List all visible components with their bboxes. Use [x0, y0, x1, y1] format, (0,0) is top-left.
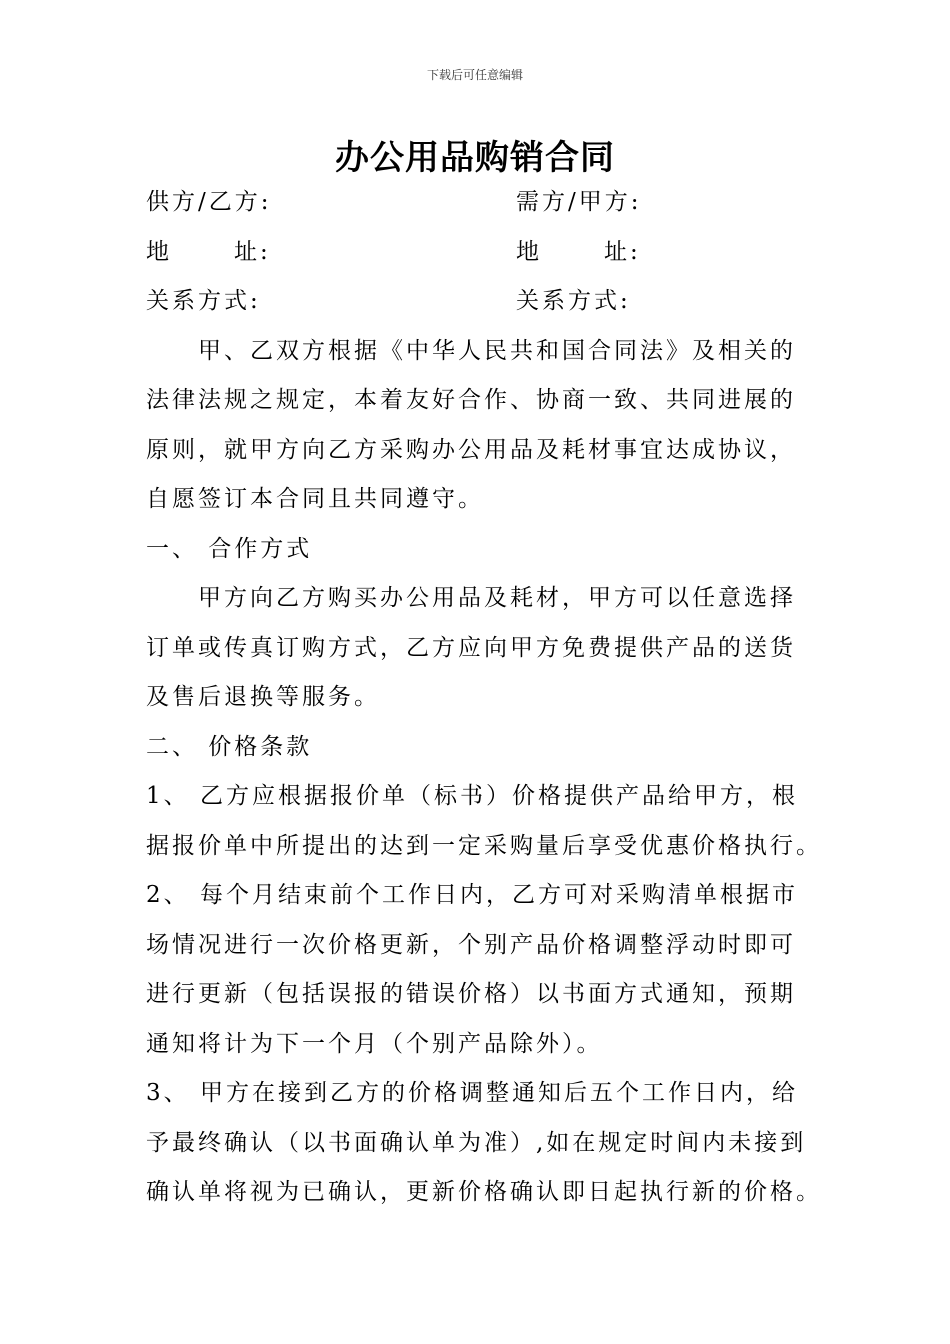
- address-char-2: 址:: [234, 238, 271, 265]
- preamble-line: 原则，就甲方向乙方采购办公用品及耗材事宜达成协议，: [146, 436, 796, 463]
- buyer-contact-label: 关系方式:: [516, 288, 631, 314]
- party-address-row: [146, 228, 806, 278]
- section-2-line: 确认单将视为已确认，更新价格确认即日起执行新的价格。: [146, 1179, 822, 1205]
- supplier-label: 供方/乙方:: [146, 189, 272, 215]
- buyer-address-label: [516, 228, 641, 278]
- section-2-line: 进行更新（包括误报的错误价格）以书面方式通知，预期: [146, 981, 796, 1007]
- section-1-line: 订单或传真订购方式，乙方应向甲方免费提供产品的送货: [146, 634, 796, 661]
- section-2-line: 据报价单中所提出的达到一定采购量后享受优惠价格执行。: [146, 832, 822, 859]
- section-2-heading: 二、 价格条款: [146, 733, 313, 760]
- address-char-1: 地: [516, 238, 542, 265]
- section-2-line: 场情况进行一次价格更新，个别产品价格调整浮动时即可: [146, 931, 796, 958]
- contract-body: [146, 178, 822, 1218]
- document-title: 办公用品购销合同: [335, 138, 615, 178]
- preamble-line: 甲、乙双方根据《中华人民共和国合同法》及相关的: [198, 337, 796, 364]
- preamble-line: 自愿签订本合同且共同遵守。: [146, 486, 484, 512]
- section-1-line: 甲方向乙方购买办公用品及耗材，甲方可以任意选择: [198, 585, 796, 611]
- party-contact-row: [146, 277, 806, 327]
- buyer-label: 需方/甲方:: [516, 189, 642, 215]
- section-2-line: 通知将计为下一个月（个别产品除外）。: [146, 1030, 603, 1057]
- section-1-line: 及售后退换等服务。: [146, 684, 380, 710]
- section-2-line: 2、 每个月结束前个工作日内，乙方可对采购清单根据市: [146, 882, 798, 908]
- section-2-line: 3、 甲方在接到乙方的价格调整通知后五个工作日内，给: [146, 1080, 798, 1106]
- preamble-line: 法律法规之规定，本着友好合作、协商一致、共同进展的: [146, 387, 796, 413]
- supplier-address-label: [146, 228, 271, 278]
- party-names-row: [146, 178, 806, 228]
- section-2-line: 1、 乙方应根据报价单（标书）价格提供产品给甲方，根: [146, 783, 798, 809]
- page-header-note: 下载后可任意编辑: [426, 68, 523, 82]
- section-1-heading: 一、 合作方式: [146, 535, 313, 562]
- supplier-contact-label: 关系方式:: [146, 288, 261, 314]
- section-2-line: 予最终确认（以书面确认单为准）,如在规定时间内未接到: [146, 1129, 807, 1156]
- address-char-2: 址:: [604, 238, 641, 265]
- address-char-1: 地: [146, 238, 172, 265]
